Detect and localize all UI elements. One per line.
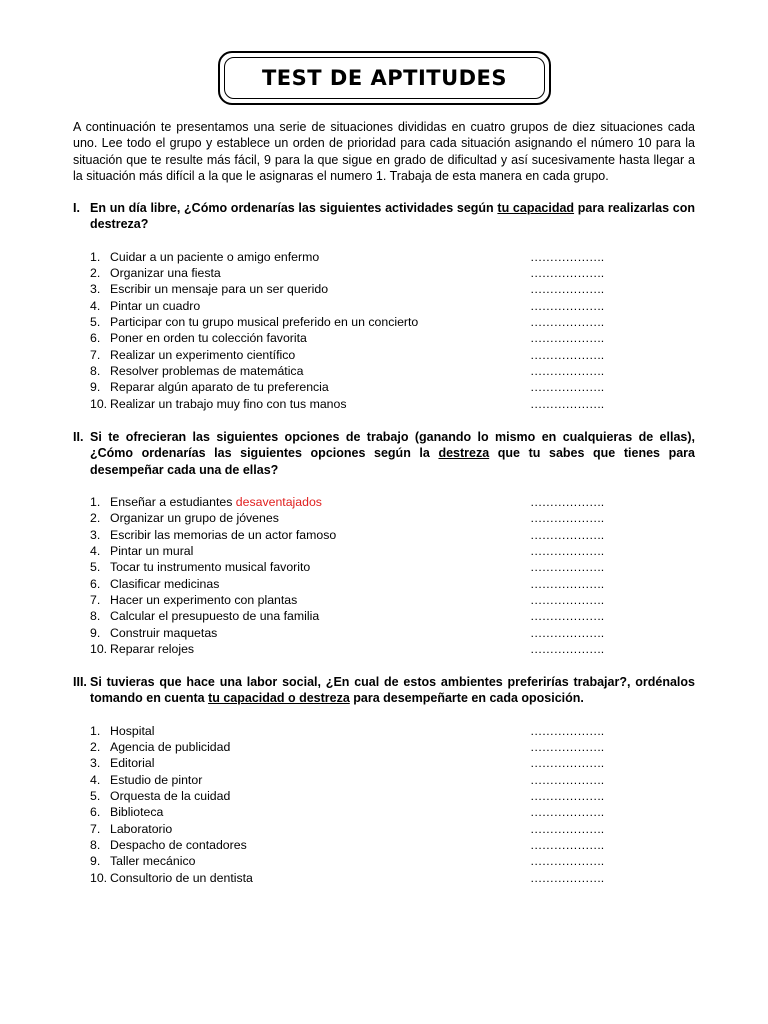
answer-blank[interactable]: ………………. bbox=[530, 265, 604, 280]
section-1 bbox=[73, 200, 695, 412]
item-number: 9. bbox=[90, 625, 101, 640]
list-item bbox=[73, 772, 695, 788]
item-text: Participar con tu grupo musical preferido en un concierto bbox=[110, 314, 419, 329]
item-number: 10. bbox=[90, 870, 108, 885]
item-text: Laboratorio bbox=[110, 821, 173, 836]
answer-blank[interactable]: ………………. bbox=[530, 576, 604, 591]
list-item bbox=[73, 527, 695, 543]
item-list bbox=[73, 249, 695, 412]
question-underlined: destreza bbox=[438, 446, 490, 461]
section-3 bbox=[73, 674, 695, 886]
question-underlined: tu capacidad o destreza bbox=[208, 691, 350, 706]
item-text: Construir maquetas bbox=[110, 625, 218, 640]
item-number: 10. bbox=[90, 396, 108, 411]
item-number: 8. bbox=[90, 609, 101, 624]
answer-blank[interactable]: ………………. bbox=[530, 380, 604, 395]
answer-blank[interactable]: ………………. bbox=[530, 772, 604, 787]
question-part: que tu sabes que tienes para desempeñar cada una de ellas? bbox=[90, 446, 695, 477]
question-text bbox=[90, 200, 695, 233]
item-text-part: Enseñar a estudiantes bbox=[110, 494, 236, 509]
item-text: Estudio de pintor bbox=[110, 772, 203, 787]
item-text: Escribir las memorias de un actor famoso bbox=[110, 527, 337, 542]
answer-blank[interactable]: ………………. bbox=[530, 282, 604, 297]
item-list bbox=[73, 723, 695, 886]
section-numeral: I. bbox=[73, 201, 80, 215]
item-text: Organizar una fiesta bbox=[110, 265, 221, 280]
item-number: 8. bbox=[90, 838, 101, 852]
list-item bbox=[73, 739, 695, 755]
item-number: 6. bbox=[90, 576, 101, 591]
item-number: 5. bbox=[90, 560, 101, 575]
list-item bbox=[73, 510, 695, 526]
list-item bbox=[73, 249, 695, 265]
section-numeral: III. bbox=[73, 675, 87, 689]
answer-blank[interactable]: ………………. bbox=[530, 609, 604, 624]
list-item bbox=[73, 804, 695, 820]
list-item bbox=[73, 298, 695, 314]
item-text: Realizar un trabajo muy fino con tus manos bbox=[110, 396, 347, 411]
item-number: 7. bbox=[90, 821, 101, 836]
item-number: 5. bbox=[90, 314, 101, 329]
list-item bbox=[73, 821, 695, 837]
item-text: Editorial bbox=[110, 756, 155, 771]
answer-blank[interactable]: ………………. bbox=[530, 249, 604, 264]
section-question bbox=[73, 200, 695, 233]
item-text: Biblioteca bbox=[110, 805, 164, 820]
answer-blank[interactable]: ………………. bbox=[530, 854, 604, 869]
item-number: 3. bbox=[90, 282, 101, 297]
item-text: Realizar un experimento científico bbox=[110, 347, 296, 362]
list-item bbox=[73, 363, 695, 379]
item-text: Reparar algún aparato de tu preferencia bbox=[110, 380, 329, 395]
item-number: 9. bbox=[90, 380, 101, 395]
list-item bbox=[73, 281, 695, 297]
page-title: TEST DE APTITUDES bbox=[224, 57, 545, 99]
question-part: En un día libre, ¿Cómo ordenarías las siguientes actividades según bbox=[90, 201, 498, 215]
item-text: Organizar un grupo de jóvenes bbox=[110, 511, 279, 526]
item-text: Hospital bbox=[110, 723, 155, 738]
item-text: Pintar un mural bbox=[110, 543, 194, 558]
list-item bbox=[73, 723, 695, 739]
section-question bbox=[73, 674, 695, 707]
item-text: Consultorio de un dentista bbox=[110, 870, 253, 885]
answer-blank[interactable]: ………………. bbox=[530, 560, 604, 575]
answer-blank[interactable]: ………………. bbox=[530, 821, 604, 836]
item-text: Despacho de contadores bbox=[110, 838, 247, 852]
item-number: 1. bbox=[90, 249, 101, 264]
item-text: Escribir un mensaje para un ser querido bbox=[110, 282, 329, 297]
question-part: Si tuvieras que hace una labor social, ¿En cual de estos ambientes preferirías trabajar?, ordénalos tomando en cuenta bbox=[90, 675, 695, 706]
list-item bbox=[73, 559, 695, 575]
item-text bbox=[110, 494, 322, 510]
list-item bbox=[73, 543, 695, 559]
answer-blank[interactable]: ………………. bbox=[530, 739, 604, 754]
answer-blank[interactable]: ………………. bbox=[530, 298, 604, 313]
list-item bbox=[73, 641, 695, 657]
section-2 bbox=[73, 429, 695, 657]
answer-blank[interactable]: ………………. bbox=[530, 723, 604, 738]
list-item bbox=[73, 314, 695, 330]
item-number: 5. bbox=[90, 788, 101, 803]
list-item bbox=[73, 788, 695, 804]
list-item bbox=[73, 592, 695, 608]
list-item bbox=[73, 347, 695, 363]
item-number: 1. bbox=[90, 494, 101, 509]
section-numeral: II. bbox=[73, 430, 84, 444]
list-item bbox=[73, 837, 695, 853]
answer-blank[interactable]: ………………. bbox=[530, 805, 604, 820]
answer-blank[interactable]: ………………. bbox=[530, 314, 604, 329]
answer-blank[interactable]: ………………. bbox=[530, 396, 604, 411]
item-text: Hacer un experimento con plantas bbox=[110, 592, 298, 607]
item-number: 4. bbox=[90, 772, 101, 787]
item-number: 9. bbox=[90, 854, 101, 869]
question-part: Si te ofrecieran las siguientes opciones de trabajo (ganando lo mismo en cualquieras de ellas), ¿Cómo ordenarías las siguientes opciones según la bbox=[90, 430, 695, 461]
question-underlined: tu capacidad bbox=[497, 201, 575, 215]
question-text bbox=[90, 674, 695, 707]
item-text: Cuidar a un paciente o amigo enfermo bbox=[110, 249, 320, 264]
answer-blank[interactable]: ………………. bbox=[530, 870, 604, 885]
item-text: Resolver problemas de matemática bbox=[110, 364, 304, 378]
answer-blank[interactable]: ………………. bbox=[530, 756, 604, 771]
item-number: 4. bbox=[90, 298, 101, 313]
item-number: 7. bbox=[90, 347, 101, 362]
item-text: Orquesta de la cuidad bbox=[110, 788, 231, 803]
item-number: 7. bbox=[90, 592, 101, 607]
list-item bbox=[73, 625, 695, 641]
list-item bbox=[73, 330, 695, 346]
item-text: Agencia de publicidad bbox=[110, 739, 231, 754]
answer-blank[interactable]: ………………. bbox=[530, 788, 604, 803]
item-text: Taller mecánico bbox=[110, 854, 196, 869]
list-item bbox=[73, 265, 695, 281]
highlighted-word: desaventajados bbox=[235, 494, 322, 509]
list-item bbox=[73, 853, 695, 869]
list-item bbox=[73, 396, 695, 412]
answer-blank[interactable]: ………………. bbox=[530, 511, 604, 526]
question-part: para realizarlas con destreza? bbox=[90, 201, 695, 232]
item-text: Pintar un cuadro bbox=[110, 298, 201, 313]
title-box bbox=[218, 51, 551, 105]
item-number: 2. bbox=[90, 265, 101, 280]
answer-blank[interactable]: ………………. bbox=[530, 625, 604, 640]
answer-blank[interactable]: ………………. bbox=[530, 331, 604, 346]
answer-blank[interactable]: ………………. bbox=[530, 592, 604, 607]
answer-blank[interactable]: ………………. bbox=[530, 838, 604, 852]
answer-blank[interactable]: ………………. bbox=[530, 347, 604, 362]
list-item bbox=[73, 755, 695, 771]
item-number: 6. bbox=[90, 805, 101, 820]
question-part: para desempeñarte en cada oposición. bbox=[349, 691, 584, 706]
answer-blank[interactable]: ………………. bbox=[530, 494, 604, 509]
item-number: 2. bbox=[90, 511, 101, 526]
answer-blank[interactable]: ………………. bbox=[530, 527, 604, 542]
item-number: 3. bbox=[90, 756, 101, 771]
item-text: Reparar relojes bbox=[110, 641, 195, 656]
intro-paragraph: A continuación te presentamos una serie de situaciones divididas en cuatro grupos de diez situaciones cada uno. Lee todo el grupo y establece un orden de prioridad para cada situación asignando el número 10 para la situación que te resulte más fácil, 9 para la que sigue en grado de dificultad y así sucesivamente hasta llegar a la situación más difícil a la que le asignaras el numero 1. Trabaja de esta manera en cada grupo. bbox=[73, 120, 695, 183]
list-item bbox=[73, 576, 695, 592]
item-number: 10. bbox=[90, 641, 108, 656]
item-list bbox=[73, 494, 695, 657]
list-item bbox=[73, 379, 695, 395]
item-text: Tocar tu instrumento musical favorito bbox=[110, 560, 311, 575]
answer-blank[interactable]: ………………. bbox=[530, 543, 604, 558]
item-number: 4. bbox=[90, 543, 101, 558]
list-item bbox=[73, 608, 695, 624]
item-text: Calcular el presupuesto de una familia bbox=[110, 609, 320, 624]
answer-blank[interactable]: ………………. bbox=[530, 364, 604, 378]
item-text: Clasificar medicinas bbox=[110, 576, 220, 591]
item-number: 2. bbox=[90, 739, 101, 754]
item-number: 8. bbox=[90, 364, 101, 378]
item-number: 3. bbox=[90, 527, 101, 542]
answer-blank[interactable]: ………………. bbox=[530, 641, 604, 656]
list-item bbox=[73, 494, 695, 510]
item-number: 1. bbox=[90, 723, 101, 738]
question-text bbox=[90, 429, 695, 478]
item-text: Poner en orden tu colección favorita bbox=[110, 331, 307, 346]
list-item bbox=[73, 870, 695, 886]
section-question bbox=[73, 429, 695, 478]
item-number: 6. bbox=[90, 331, 101, 346]
